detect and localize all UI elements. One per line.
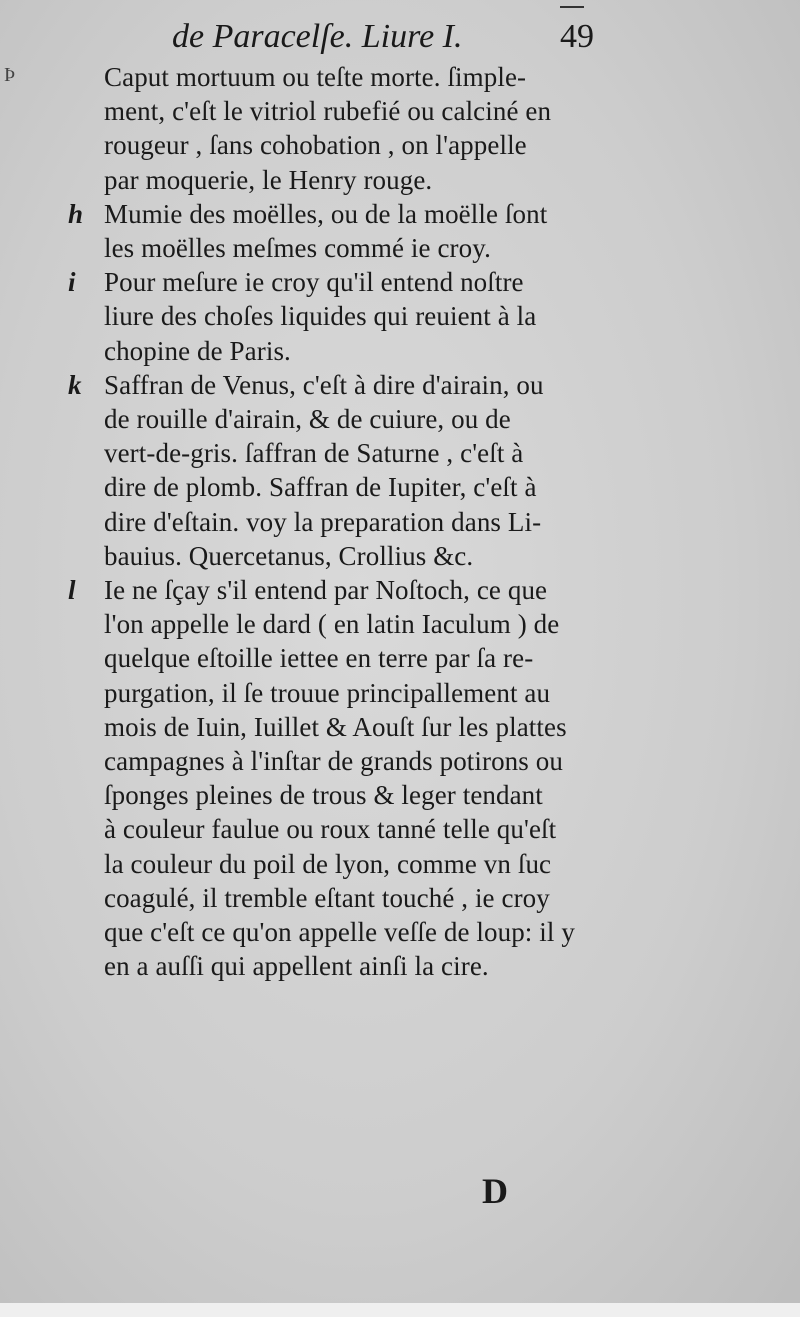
margin-mark: Ϸ (4, 64, 16, 86)
note-line: ſponges pleines de trous & leger tendant (104, 780, 543, 811)
note-line: coagulé, il tremble eſtant touché , ie croy (104, 882, 550, 913)
note-line: liure des choſes liquides qui reuient à la (104, 301, 537, 332)
running-head: de Paracelſe. Liure I. (172, 18, 463, 55)
note-line: ment, c'eſt le vitriol rubefié ou calciné en (104, 96, 552, 127)
note-line: Pour meſure ie croy qu'il entend noſtre (104, 267, 524, 298)
page-header (0, 14, 800, 64)
note-line: la couleur du poil de lyon, comme vn ſuc (104, 848, 552, 879)
note-l (0, 573, 800, 983)
note-line: à couleur faulue ou roux tanné telle qu'eſt (104, 814, 557, 845)
note-letter: k (68, 369, 82, 400)
top-rule (560, 6, 584, 8)
note-line: campagnes à l'inſtar de grands potirons ou (104, 746, 563, 777)
note-line: Saffran de Venus, c'eſt à dire d'airain, ou (104, 369, 544, 400)
note-line: dire de plomb. Saffran de Iupiter, c'eſt à (104, 472, 537, 503)
notes-list (0, 60, 800, 983)
note-line: par moquerie, le Henry rouge. (104, 164, 433, 195)
note-line: Caput mortuum ou teſte morte. ſimple- (104, 62, 527, 92)
signature-mark: D (482, 1171, 508, 1211)
note-line: l'on appelle le dard ( en latin Iaculum ) de (104, 609, 560, 640)
note-line: mois de Iuin, Iuillet & Aouſt ſur les plattes (104, 711, 567, 742)
note-line: chopine de Paris. (104, 335, 291, 366)
note-letter: l (68, 575, 76, 606)
note-line: quelque eſtoille iettee en terre par ſa re- (104, 643, 534, 674)
note-i (0, 265, 800, 368)
note-line: rougeur , ſans cohobation , on l'appelle (104, 130, 527, 161)
page-number: 49 (560, 18, 594, 55)
note-h (0, 197, 800, 265)
note-line: les moëlles meſmes commé ie croy. (104, 233, 491, 264)
note-letter: i (68, 267, 76, 298)
note-line: de rouille d'airain, & de cuiure, ou de (104, 404, 511, 435)
note-g (0, 60, 800, 197)
note-line: dire d'eſtain. voy la preparation dans Li- (104, 506, 542, 537)
note-line: que c'eſt ce qu'on appelle veſſe de loup: il y (104, 917, 575, 948)
note-line: Mumie des moëlles, ou de la moëlle ſont (104, 198, 548, 229)
note-line: bauius. Quercetanus, Crollius &c. (104, 540, 474, 571)
note-line: vert-de-gris. ſaffran de Saturne , c'eſt à (104, 438, 524, 469)
note-k (0, 368, 800, 573)
note-letter: h (68, 198, 84, 229)
note-line: purgation, il ſe trouue principallement au (104, 677, 551, 708)
note-line: Ie ne ſçay s'il entend par Noſtoch, ce que (104, 575, 548, 606)
note-line: en a auſſi qui appellent ainſi la cire. (104, 951, 489, 982)
